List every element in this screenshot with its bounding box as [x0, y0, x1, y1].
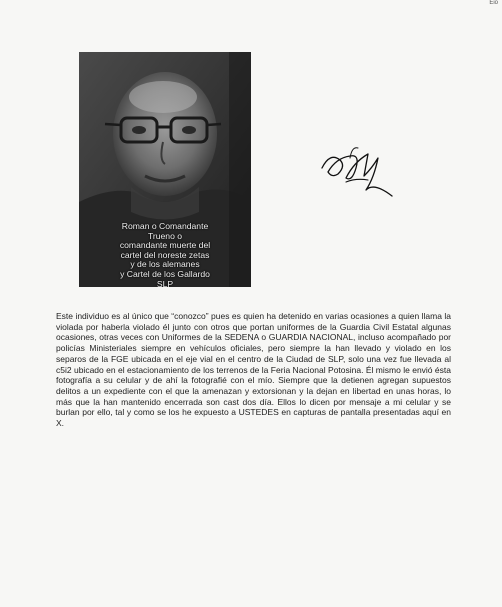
- document-body: [56, 311, 451, 429]
- caption-line: Trueno o: [147, 230, 183, 241]
- portrait-photo: [79, 52, 251, 287]
- caption-line: Roman o Comandante: [121, 221, 209, 231]
- caption-line: comandante muerte del: [119, 240, 211, 251]
- body-paragraph: Este individuo es al único que “conozco” pues es quien ha detenido en varias ocasiones a quien llama la violada por haberla violado él junto con otros que portan uniformes de la Guardia Civil Estatal algunas ocasiones, otras veces con Uniformes de la SEDENA o GUARDIA NACIONAL, incluso acompañado por policías Ministeriales siempre en vehículos oficiales, pero siempre la han llevado y violado en los separos de la FGE ubicada en el eje vial en el centro de la Ciudad de SLP, solo una vez fue llevada al c5i2 ubicado en el estacionamiento de los terrenos de la Feria Nacional Potosina. Él mismo le envió ésta fotografía a su celular y de ahí la fotografié con el mío. Siempre que la detienen agregan supuestos delitos a un expediente con el que la amenazan y extorsionan y la dejan en libertad en unas horas, lo más que la han mantenido encerrada son cast dos día. Ellos lo dicen por mensaje a mi celular y se burlan por ello, tal y como se los he expuesto a USTEDES en capturas de pantalla presentadas aquí en X.: [56, 311, 451, 429]
- caption-line: y Cartel de los Gallardo: [120, 268, 210, 279]
- photo-caption: [79, 222, 251, 287]
- corner-mark: Eio: [489, 0, 498, 6]
- caption-line: SLP: [156, 278, 174, 287]
- caption-line: cartel del noreste zetas: [120, 249, 210, 260]
- caption-line: y de los alemanes: [130, 259, 200, 270]
- handwritten-signature: [316, 138, 396, 204]
